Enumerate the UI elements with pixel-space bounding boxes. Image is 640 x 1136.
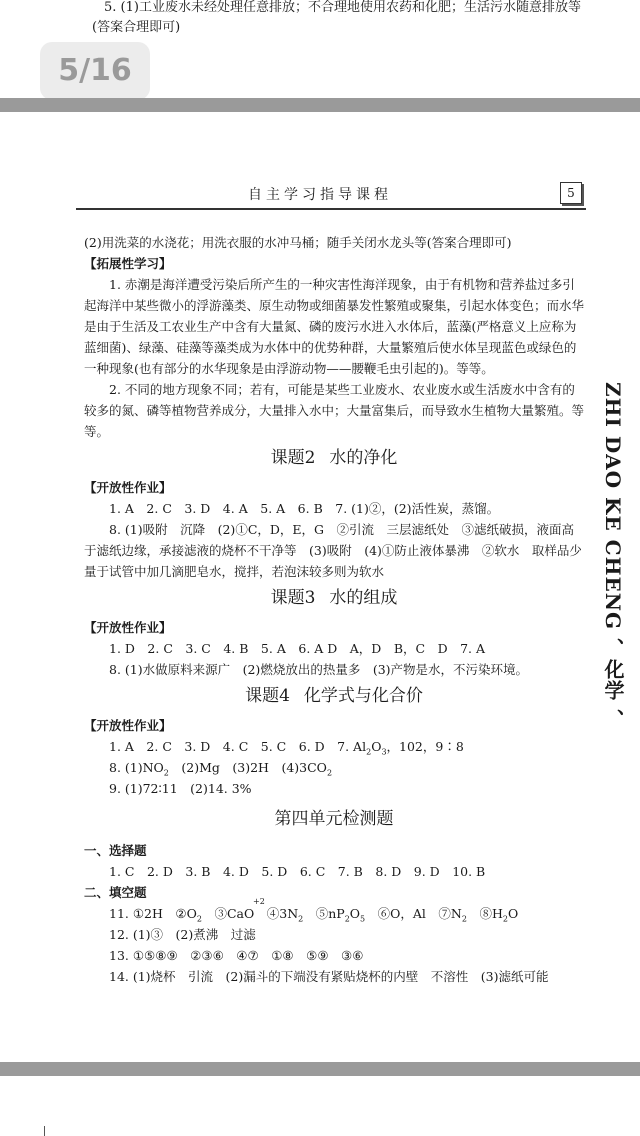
page-body — [84, 232, 584, 987]
lesson-2-answers-1: 1. A 2. C 3. D 4. A 5. A 6. B 7. (1)②，(2)活性炭，蒸馏。 — [109, 501, 500, 516]
page-separator-bottom — [0, 1062, 640, 1076]
lesson-4-title — [84, 686, 584, 707]
lesson-2-homework-heading: 【开放性作业】 — [84, 480, 172, 495]
lesson-2-title — [84, 448, 584, 469]
lesson-4-answers-3: 9. (1)72∶11 (2)14. 3% — [109, 781, 252, 796]
previous-page-line-1: 5. (1)工业废水未经处理任意排放；不合理地使用农药和化肥；生活污水随意排放等 — [104, 0, 581, 15]
lesson-3-name: 水的组成 — [329, 588, 398, 608]
continuation-line: (2)用洗菜的水浇花；用洗衣服的水冲马桶；随手关闭水龙头等(答案合理即可) — [84, 235, 512, 250]
page-separator-top — [0, 98, 640, 112]
side-vertical-label: ZHI DAO KE CHENG 、化学 、 — [601, 382, 625, 730]
lesson-3-number: 课题3 — [270, 588, 316, 608]
answer-13: 13. ①⑤⑧⑨ ②③⑥ ④⑦ ①⑧ ⑤⑨ ③⑥ — [109, 948, 364, 963]
next-page-edge-mark — [44, 1126, 45, 1136]
extension-paragraph-1: 1. 赤潮是海洋遭受污染后所产生的一种灾害性海洋现象，由于有机物和营养盐过多引起海洋中某些微小的浮游藻类、原生动物或细菌暴发性繁殖或聚集，引起水体变色；而水华是由于生活及工农业生产中含有大量氮、磷的废污水进入水体后，蓝藻(严格意义上应称为蓝细菌)、绿藻、硅藻等藻类成为水体中的优势种群，大量繁殖后使水体呈现蓝色或绿色的一种现象(也有部分的水华现象是由浮游动物——腰鞭毛虫引起的)。等等。 — [84, 277, 585, 376]
lesson-3-answers-2: 8. (1)水做原料来源广 (2)燃烧放出的热量多 (3)产物是水，不污染环境。 — [109, 662, 529, 677]
answer-12: 12. (1)③ (2)煮沸 过滤 — [109, 927, 256, 942]
lesson-2-name: 水的净化 — [329, 448, 398, 468]
lesson-3-answers-1: 1. D 2. C 3. C 4. B 5. A 6. A D A，D B，C D 7. A — [109, 641, 486, 656]
answer-11: 11. ①2H $②O_2$ ③ +2 CaO $④3N_2$ $⑤nP_2O_5$ ⑥O，Al $⑦N_2$ $⑧H_2O$ — [109, 897, 519, 924]
lesson-2-number: 课题2 — [270, 448, 316, 468]
multiple-choice-answers: 1. C 2. D 3. B 4. D 5. D 6. C 7. B 8. D 9. D 10. B — [109, 864, 486, 879]
lesson-4-answers-2: 8. $(1)NO_2$ (2)Mg (3)2H $(4)3CO_2$ — [109, 760, 333, 778]
page-counter-badge: 5/16 — [40, 42, 150, 100]
lesson-4-name: 化学式与化合价 — [303, 686, 423, 706]
fill-blank-heading: 二、填空题 — [84, 885, 147, 900]
multiple-choice-heading: 一、选择题 — [84, 843, 147, 858]
previous-page-line-2: (答案合理即可) — [92, 20, 181, 35]
extension-heading: 【拓展性学习】 — [84, 256, 172, 271]
unit-test-title: 第四单元检测题 — [274, 809, 394, 829]
lesson-4-number: 课题4 — [245, 686, 290, 706]
lesson-4-answers-1: 1. A 2. C 3. D 4. C 5. C 6. D 7. $Al_2O_3$，102，9∶8 — [109, 739, 464, 757]
header-rule — [76, 208, 586, 210]
lesson-3-homework-heading: 【开放性作业】 — [84, 620, 172, 635]
lesson-3-title — [84, 588, 584, 609]
running-header-title: 自主学习指导课程 — [248, 187, 392, 203]
lesson-2-answers-2: 8. (1)吸附 沉降 (2)①C，D，E，G ②引流 三层滤纸处 ③滤纸破损，液面高于滤纸边缘，承接滤液的烧杯不干净等 (3)吸附 (4)①防止液体暴沸 ②软水 取样品少量于试管中加几滴肥皂水，搅拌，若泡沫较多则为软水 — [84, 522, 582, 579]
answer-14: 14. (1)烧杯 引流 (2)漏斗的下端没有紧贴烧杯的内壁 不溶性 (3)滤纸可能 — [109, 969, 549, 984]
page-number-box: 5 — [560, 182, 582, 204]
extension-paragraph-2: 2. 不同的地方现象不同；若有，可能是某些工业废水、农业废水或生活废水中含有的较多的氮、磷等植物营养成分，大量排入水中；大量富集后，而导致水生植物大量繁殖。等等。 — [84, 382, 585, 439]
lesson-4-homework-heading: 【开放性作业】 — [84, 718, 172, 733]
